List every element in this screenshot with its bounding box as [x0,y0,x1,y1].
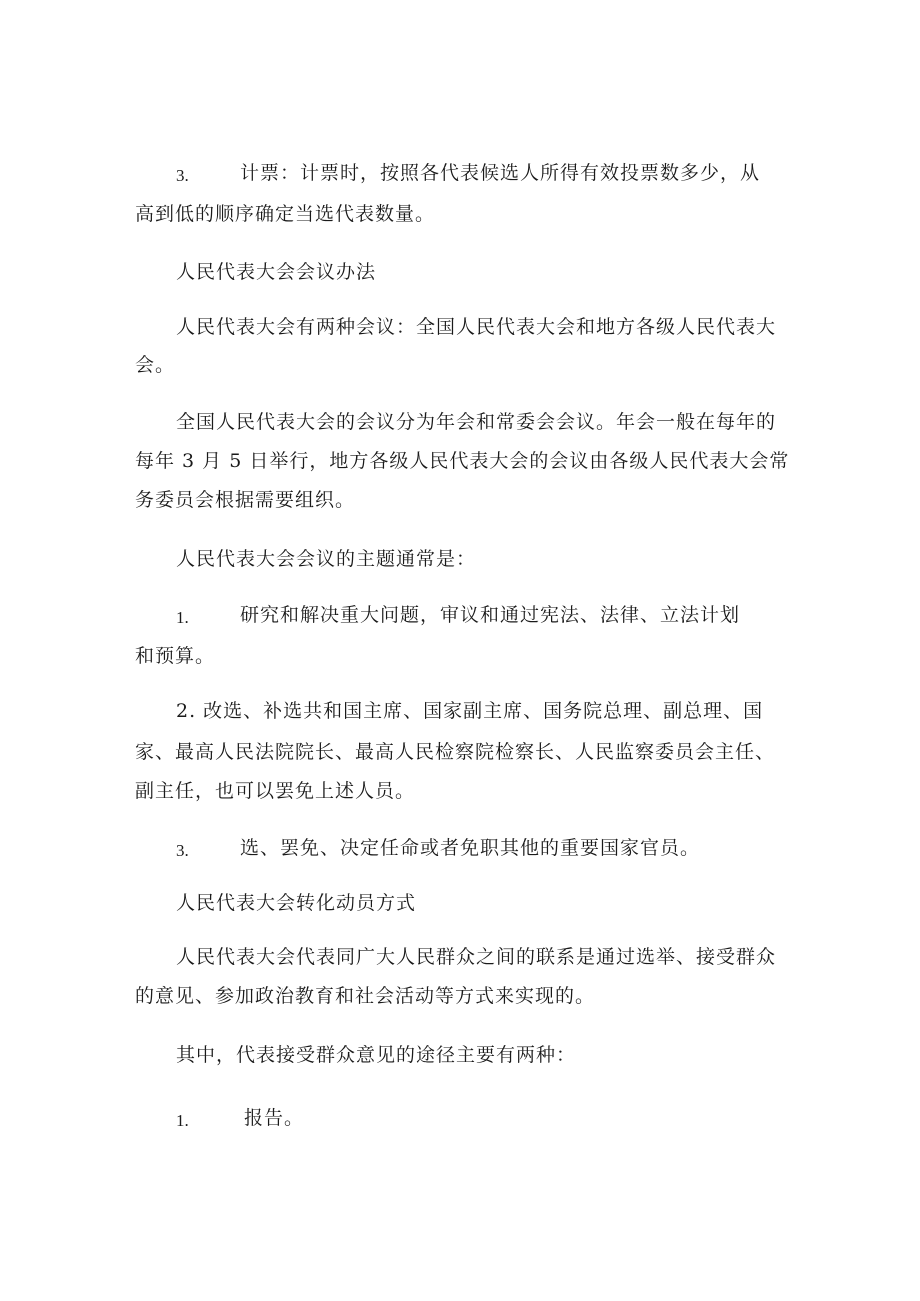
two-meetings-line2: 会。 [135,354,176,376]
channels-intro: 其中，代表接受群众意见的途径主要有两种： [176,1044,577,1066]
topic-1-line1: 研究和解决重大问题，审议和通过宪法、法律、立法计划 [240,604,741,626]
liaison-line2: 的意见、参加政治教育和社会活动等方式来实现的。 [135,985,596,1007]
topic-2-line2: 家、最高人民法院院长、最高人民检察院检察长、人民监察委员会主任、 [135,741,776,763]
topic-1-line2: 和预算。 [135,645,216,667]
list-number: 1. [176,1111,189,1130]
channel-1-line1: 报告。 [244,1107,305,1129]
section-heading-meeting-method: 人民代表大会会议办法 [176,261,377,283]
npc-meetings-line2: 每年 3 月 5 日举行，地方各级人民代表大会的会议由各级人民代表大会常 [135,450,790,472]
npc-meetings-line3: 务委员会根据需要组织。 [135,489,356,511]
two-meetings-line1: 人民代表大会有两种会议：全国人民代表大会和地方各级人民代表大 [176,316,777,338]
list-number: 1. [176,608,189,627]
vote-count-text-line2: 高到低的顺序确定当选代表数量。 [135,203,436,225]
topics-intro: 人民代表大会会议的主题通常是： [176,548,477,570]
topic-2-line1: 2. 改选、补选共和国主席、国家副主席、国务院总理、副总理、国 [176,700,764,722]
list-number: 3. [176,166,189,185]
section-heading-mobilization: 人民代表大会转化动员方式 [176,892,417,914]
topic-2-line3: 副主任，也可以罢免上述人员。 [135,780,416,802]
topic-3-line1: 选、罢免、决定任命或者免职其他的重要国家官员。 [240,837,701,859]
list-number: 3. [176,841,189,860]
vote-count-text-line1: 计票：计票时，按照各代表候选人所得有效投票数多少，从 [240,162,761,184]
liaison-line1: 人民代表大会代表同广大人民群众之间的联系是通过选举、接受群众 [176,946,777,968]
npc-meetings-line1: 全国人民代表大会的会议分为年会和常委会会议。年会一般在每年的 [176,411,777,433]
